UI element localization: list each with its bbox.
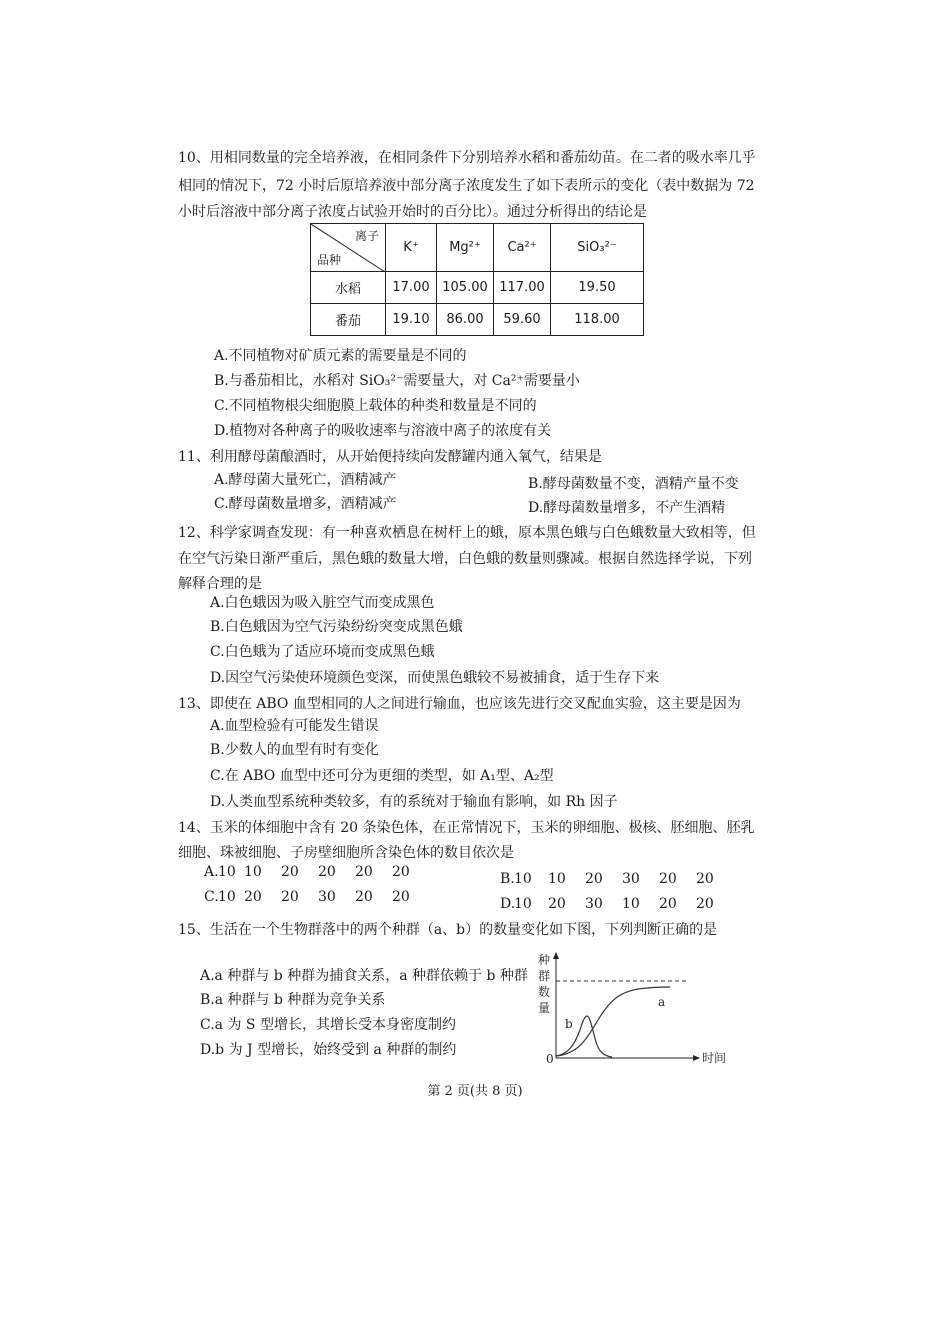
table-corner-cell	[311, 224, 386, 272]
q13-stem: 13、即使在 ABO 血型相同的人之间进行输血，也应该先进行交叉配血实验，这主要是因为	[178, 696, 741, 712]
curve-b-label: b	[565, 1017, 573, 1031]
q10-option-d: D.植物对各种离子的吸收速率与溶液中离子的浓度有关	[214, 423, 552, 439]
option-number: 10	[514, 896, 532, 912]
table-cell: 118.00	[551, 304, 644, 336]
population-graph	[528, 950, 738, 1070]
q12-option-b: B.白色蛾因为空气污染纷纷突变成黑色蛾	[210, 619, 463, 635]
table-cell: 117.00	[494, 272, 551, 304]
x-axis-arrow	[693, 1055, 700, 1061]
origin-label: 0	[546, 1052, 554, 1066]
q10-line-1: 10、用相同数量的完全培养液，在相同条件下分别培养水稻和番茄幼苗。在二者的吸水率几乎	[178, 150, 756, 166]
q13-option-b: B.少数人的血型有时有变化	[210, 742, 379, 758]
q14-option-b	[500, 871, 733, 887]
option-label: D.	[500, 896, 516, 912]
q15-option-b: B.a 种群与 b 种群为竞争关系	[200, 992, 386, 1008]
q14-option-d	[500, 896, 733, 912]
q12-line-1: 12、科学家调查发现：有一种喜欢栖息在树杆上的蛾，原本黑色蛾与白色蛾数量大致相等，但	[178, 525, 756, 541]
option-number: 20	[585, 871, 603, 887]
option-number: 20	[244, 889, 262, 905]
q14-option-a	[204, 864, 429, 880]
option-number: 10	[548, 871, 566, 887]
option-number: 10	[622, 896, 640, 912]
x-axis-label: 时间	[702, 1051, 727, 1065]
ion-header-ca: Ca²⁺	[494, 224, 551, 272]
q12-line-3: 解释合理的是	[178, 576, 262, 592]
option-number: 20	[281, 864, 299, 880]
q12-option-a: A.白色蛾因为吸入脏空气而变成黑色	[210, 595, 435, 611]
option-label: A.	[204, 864, 219, 880]
q11-option-d: D.酵母菌数量增多，不产生酒精	[528, 500, 726, 516]
ion-header-sio3: SiO₃²⁻	[551, 224, 644, 272]
ion-header-k: K⁺	[386, 224, 437, 272]
q10-option-b: B.与番茄相比，水稻对 SiO₃²⁻需要量大，对 Ca²⁺需要量小	[214, 373, 580, 389]
option-number: 20	[318, 864, 336, 880]
y-axis-label-char: 种	[538, 953, 551, 967]
option-number: 20	[281, 889, 299, 905]
q12-option-c: C.白色蛾为了适应环境而变成黑色蛾	[210, 644, 435, 660]
q11-stem: 11、利用酵母菌酿酒时，从开始便持续向发酵罐内通入氧气，结果是	[178, 449, 602, 465]
table-cell: 17.00	[386, 272, 437, 304]
q11-option-c: C.酵母菌数量增多，酒精减产	[214, 496, 397, 512]
page-footer: 第 2 页(共 8 页)	[427, 1084, 523, 1099]
y-axis-label-char: 数	[538, 985, 551, 999]
option-number: 30	[585, 896, 603, 912]
table-row	[311, 304, 644, 336]
table-cell: 105.00	[437, 272, 494, 304]
q11-option-b: B.酵母菌数量不变，酒精产量不变	[528, 476, 739, 492]
option-number: 10	[244, 864, 262, 880]
q11-option-a: A.酵母菌大量死亡，酒精减产	[214, 472, 397, 488]
q13-option-d: D.人类血型系统种类较多，有的系统对于输血有影响，如 Rh 因子	[210, 794, 618, 810]
corner-bottom-label: 品种	[317, 253, 342, 267]
option-number: 20	[392, 889, 410, 905]
y-axis-label-char: 群	[538, 969, 551, 983]
q12-option-d: D.因空气污染使环境颜色变深，而使黑色蛾较不易被捕食，适于生存下来	[210, 670, 660, 686]
ion-header-mg: Mg²⁺	[437, 224, 494, 272]
q14-option-c	[204, 889, 429, 905]
curve-a-label: a	[658, 995, 666, 1009]
row-name-tomato: 番茄	[311, 304, 386, 336]
corner-top-label: 离子	[354, 229, 379, 243]
table-cell: 19.10	[386, 304, 437, 336]
q13-option-a: A.血型检验有可能发生错误	[210, 718, 379, 734]
table-cell: 86.00	[437, 304, 494, 336]
option-label: B.	[500, 871, 515, 887]
option-number: 20	[355, 864, 373, 880]
q13-option-c: C.在 ABO 血型中还可分为更细的类型，如 A₁型、A₂型	[210, 768, 554, 784]
row-name-rice: 水稻	[311, 272, 386, 304]
option-number: 10	[514, 871, 532, 887]
table-row	[311, 272, 644, 304]
q10-line-3: 小时后溶液中部分离子浓度占试验开始时的百分比）。通过分析得出的结论是	[178, 204, 647, 220]
ion-concentration-table	[310, 223, 644, 336]
option-label: C.	[204, 889, 219, 905]
q10-line-2: 相同的情况下，72 小时后原培养液中部分离子浓度发生了如下表所示的变化（表中数据为 72	[178, 178, 755, 194]
q15-option-a: A.a 种群与 b 种群为捕食关系，a 种群依赖于 b 种群	[200, 968, 528, 984]
option-number: 20	[659, 871, 677, 887]
q15-option-c: C.a 为 S 型增长，其增长受本身密度制约	[200, 1017, 456, 1033]
curve-a	[556, 987, 670, 1056]
q15-option-d: D.b 为 J 型增长，始终受到 a 种群的制约	[200, 1042, 457, 1058]
option-number: 30	[622, 871, 640, 887]
option-number: 30	[318, 889, 336, 905]
option-number: 20	[355, 889, 373, 905]
y-axis-label-char: 量	[538, 1001, 551, 1015]
table-cell: 19.50	[551, 272, 644, 304]
option-number: 20	[659, 896, 677, 912]
q15-stem: 15、生活在一个生物群落中的两个种群（a、b）的数量变化如下图，下列判断正确的是	[178, 922, 718, 938]
q12-line-2: 在空气污染日渐严重后，黑色蛾的数量大增，白色蛾的数量则骤减。根据自然选择学说，下列	[178, 551, 752, 567]
y-axis-arrow	[553, 952, 559, 959]
q10-option-a: A.不同植物对矿质元素的需要量是不同的	[214, 348, 467, 364]
table-cell: 59.60	[494, 304, 551, 336]
q14-line-1: 14、玉米的体细胞中含有 20 条染色体，在正常情况下，玉米的卵细胞、极核、胚细胞、胚乳	[178, 820, 755, 836]
q10-option-c: C.不同植物根尖细胞膜上载体的种类和数量是不同的	[214, 398, 537, 414]
option-number: 10	[218, 889, 236, 905]
q14-line-2: 细胞、珠被细胞、子房壁细胞所含染色体的数目依次是	[178, 845, 514, 861]
option-number: 20	[696, 871, 714, 887]
option-number: 10	[218, 864, 236, 880]
option-number: 20	[548, 896, 566, 912]
option-number: 20	[696, 896, 714, 912]
option-number: 20	[392, 864, 410, 880]
